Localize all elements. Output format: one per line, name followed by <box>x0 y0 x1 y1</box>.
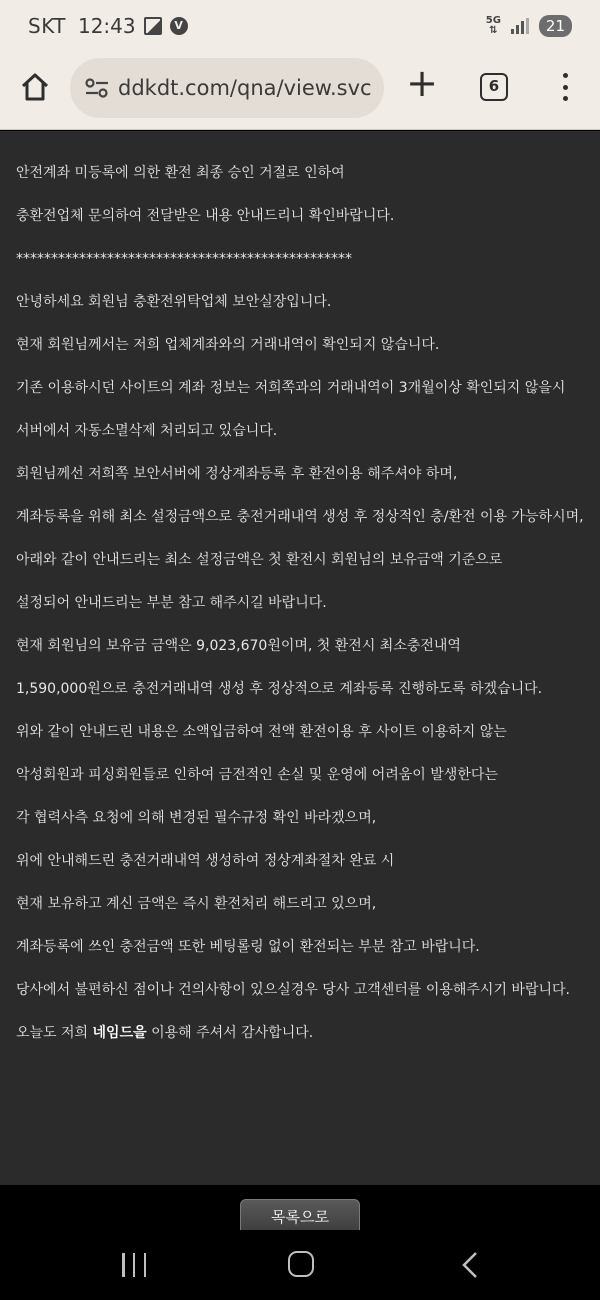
message-paragraph: 안전계좌 미등록에 의한 환전 최종 승인 거절로 인하여 <box>16 165 345 181</box>
status-left <box>28 14 188 38</box>
separator-line: ************************************************ <box>16 251 352 267</box>
message-paragraph: 당사에서 불편하신 점이나 건의사항이 있으실경우 당사 고객센터를 이용해주시기 바랍니다. <box>16 982 570 998</box>
network-indicator: 5G ⇅ <box>485 15 501 36</box>
back-icon[interactable] <box>459 1250 481 1280</box>
message-paragraph: 악성회원과 피싱회원들로 인하여 금전적인 손실 및 운영에 어려움이 발생한다는 <box>16 767 498 783</box>
message-paragraph: 안녕하세요 회원님 충환전위탁업체 보안실장입니다. <box>16 294 332 310</box>
message-paragraph: 위와 같이 안내드린 내용은 소액입금하여 전액 환전이용 후 사이트 이용하지 않는 <box>16 724 507 740</box>
message-paragraph: 충환전업체 문의하여 전달받은 내용 안내드리니 확인바랍니다. <box>16 208 395 224</box>
message-paragraph: 현재 보유하고 계신 금액은 즉시 환전처리 해드리고 있으며, <box>16 896 377 912</box>
recent-apps-icon[interactable] <box>122 1253 146 1277</box>
image-icon <box>144 17 162 35</box>
list-button[interactable]: 목록으로 <box>240 1199 360 1231</box>
message-paragraph: 각 협력사측 요청에 의해 변경된 필수규정 확인 바라겠으며, <box>16 810 377 826</box>
tab-count: 6 <box>488 77 500 95</box>
message-body <box>0 131 600 1066</box>
new-tab-icon[interactable]: + <box>406 61 438 105</box>
message-paragraph: 계좌등록을 위해 최소 설정금액으로 충전거래내역 생성 후 정상적인 충/환전 이용 가능하시며, <box>16 509 584 525</box>
carrier-label: SKT <box>28 14 66 38</box>
address-bar[interactable] <box>70 58 384 118</box>
browser-toolbar <box>0 58 600 130</box>
tab-switcher-icon[interactable] <box>480 73 508 101</box>
closing-prefix: 오늘도 저희 <box>16 1025 93 1041</box>
overflow-menu-icon[interactable] <box>550 70 580 104</box>
message-paragraph: 1,590,000원으로 충전거래내역 생성 후 정상적으로 계좌등록 진행하도록 하겠습니다. <box>16 681 543 697</box>
site-settings-icon[interactable] <box>84 77 110 99</box>
signal-icon <box>511 18 529 34</box>
network-label: 5G <box>485 15 501 26</box>
message-paragraph: 기존 이용하시던 사이트의 계좌 정보는 저희쪽과의 거래내역이 3개월이상 확인되지 않을시 <box>16 380 566 396</box>
message-paragraph: 현재 회원님의 보유금 금액은 9,023,670원이며, 첫 환전시 최소충전내역 <box>16 638 461 654</box>
navigation-bar <box>0 1230 600 1300</box>
home-icon[interactable] <box>18 70 52 106</box>
message-paragraph: 회원님께선 저희쪽 보안서버에 정상계좌등록 후 환전이용 해주셔야 하며, <box>16 466 458 482</box>
message-paragraph: 위에 안내해드린 충전거래내역 생성하여 정상계좌절차 완료 시 <box>16 853 395 869</box>
closing-suffix: 이용해 주셔서 감사합니다. <box>146 1025 314 1041</box>
url-text[interactable]: ddkdt.com/qna/view.svc <box>118 76 372 100</box>
page-content <box>0 131 600 1185</box>
clock: 12:43 <box>77 14 136 38</box>
closing-line <box>16 1023 584 1044</box>
message-paragraph: 아래와 같이 안내드리는 최소 설정금액은 첫 환전시 회원님의 보유금액 기준으로 <box>16 552 503 568</box>
status-right <box>486 15 572 37</box>
message-paragraph: 현재 회원님께서는 저희 업체계좌와의 거래내역이 확인되지 않습니다. <box>16 337 440 353</box>
v-badge-icon: V <box>170 17 188 35</box>
home-circle-icon[interactable] <box>288 1251 314 1277</box>
brand-name: 네임드을 <box>92 1025 147 1041</box>
message-paragraph: 설정되어 안내드리는 부분 참고 해주시길 바랍니다. <box>16 595 327 611</box>
message-paragraph: 계좌등록에 쓰인 충전금액 또한 베팅롤링 없이 환전되는 부분 참고 바랍니다. <box>16 939 480 955</box>
battery-indicator: 21 <box>539 15 572 37</box>
status-bar <box>0 0 600 58</box>
message-paragraph: 서버에서 자동소멸삭제 처리되고 있습니다. <box>16 423 278 439</box>
